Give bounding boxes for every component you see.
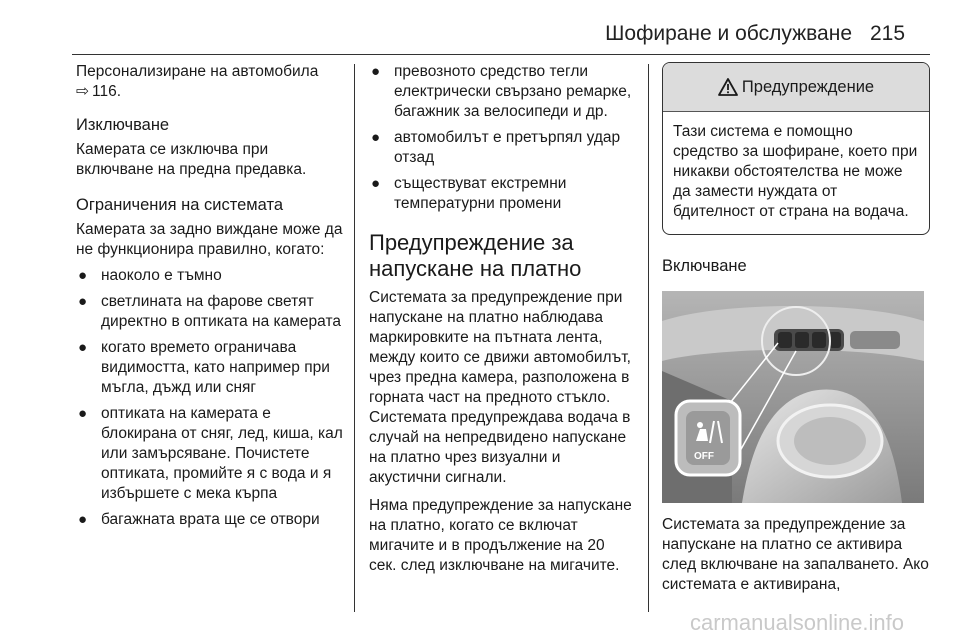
column-middle [369,62,635,576]
list-item: ● светлината на фарове светят директно в оптиката на камерата [78,293,342,330]
warning-header [663,63,929,112]
off-label: OFF [694,451,714,462]
list-item: ● оптиката на камерата е блокирана от сняг, лед, киша, кал или замърсяване. Почистете оптиката, промийте я с вода и я избършете с мека кърпа [78,405,343,502]
list-item: ● когато времето ограничава видимостта, като например при мъгла, дъжд или сняг [78,339,330,396]
limits-title: Ограничения на системата [76,196,283,214]
warning-body: Тази система е помощно средство за шофиране, което при никакви обстоятелства не може да замести нуждата от бдителност от страна на водача. [673,123,918,220]
page-ref-link[interactable]: 116. [92,83,122,100]
bullet-icon: ● [371,129,381,146]
section-off-text: Камерата се изключва при включване на предна предавка. [76,141,307,178]
bullet-icon: ● [78,405,88,422]
list-item: ● багажната врата ще се отвори [78,511,320,528]
lane-warning-heading: Предупреждение за напускане на платно [369,230,582,281]
lane-warning-para-1: Системата за предупреждение при напускане на платно наблюдава маркировките на пътната лента, между които се движи автомобилът, чрез предна камера, разположена в горната част на предното стъкло. Системата предупреждава водача в случай на непредвидено напускане на платно чрез визуални и акустични сигнали. [369,289,631,486]
warning-triangle-icon [718,78,738,96]
bullet-icon: ● [78,267,88,284]
list-item: ● превозното средство тегли електрически свързано ремарке, багажник за велосипеди и др. [371,63,632,120]
dashboard-button-photo [662,291,924,503]
watermark: carmanualsonline.info [690,610,905,635]
list-item: ● наоколо е тъмно [78,267,222,284]
bullet-icon: ● [371,63,381,80]
page-header-title: Шофиране и обслужване [605,22,852,45]
photo-illustration [662,291,924,503]
bullet-icon: ● [371,175,381,192]
bullet-icon: ● [78,293,88,310]
intro-text: Персонализиране на автомобила ⇨ 116. [76,63,319,100]
list-item: ● съществуват екстремни температурни промени [371,175,567,212]
limits-list-continued [369,62,635,214]
limits-list [76,266,344,530]
page-ref-arrow-icon[interactable]: ⇨ [76,83,89,100]
section-off-title: Изключване [76,116,170,134]
list-item: ● автомобилът е претърпял удар отзад [371,129,621,166]
section-on-title: Включване [662,257,747,275]
header-rule [72,54,930,55]
warning-title: Предупреждение [741,78,875,96]
column-divider-1 [354,64,355,612]
page-number: 215 [870,22,906,45]
bullet-icon: ● [78,511,88,528]
column-left [76,62,344,530]
section-on-text: Системата за предупреждение за напускане на платно се активира след включване на запалването. Ако системата е активирана, [662,516,929,593]
column-divider-2 [648,64,649,612]
bullet-icon: ● [78,339,88,356]
lane-warning-para-2: Няма предупреждение за напускане на платно, когато се включат мигачите и в продължение на 20 сек. след изключване на мигачите. [369,497,632,574]
limits-text: Камерата за задно виждане може да не функционира правилно, когато: [76,221,343,258]
column-right [662,62,930,595]
warning-box [662,62,930,235]
